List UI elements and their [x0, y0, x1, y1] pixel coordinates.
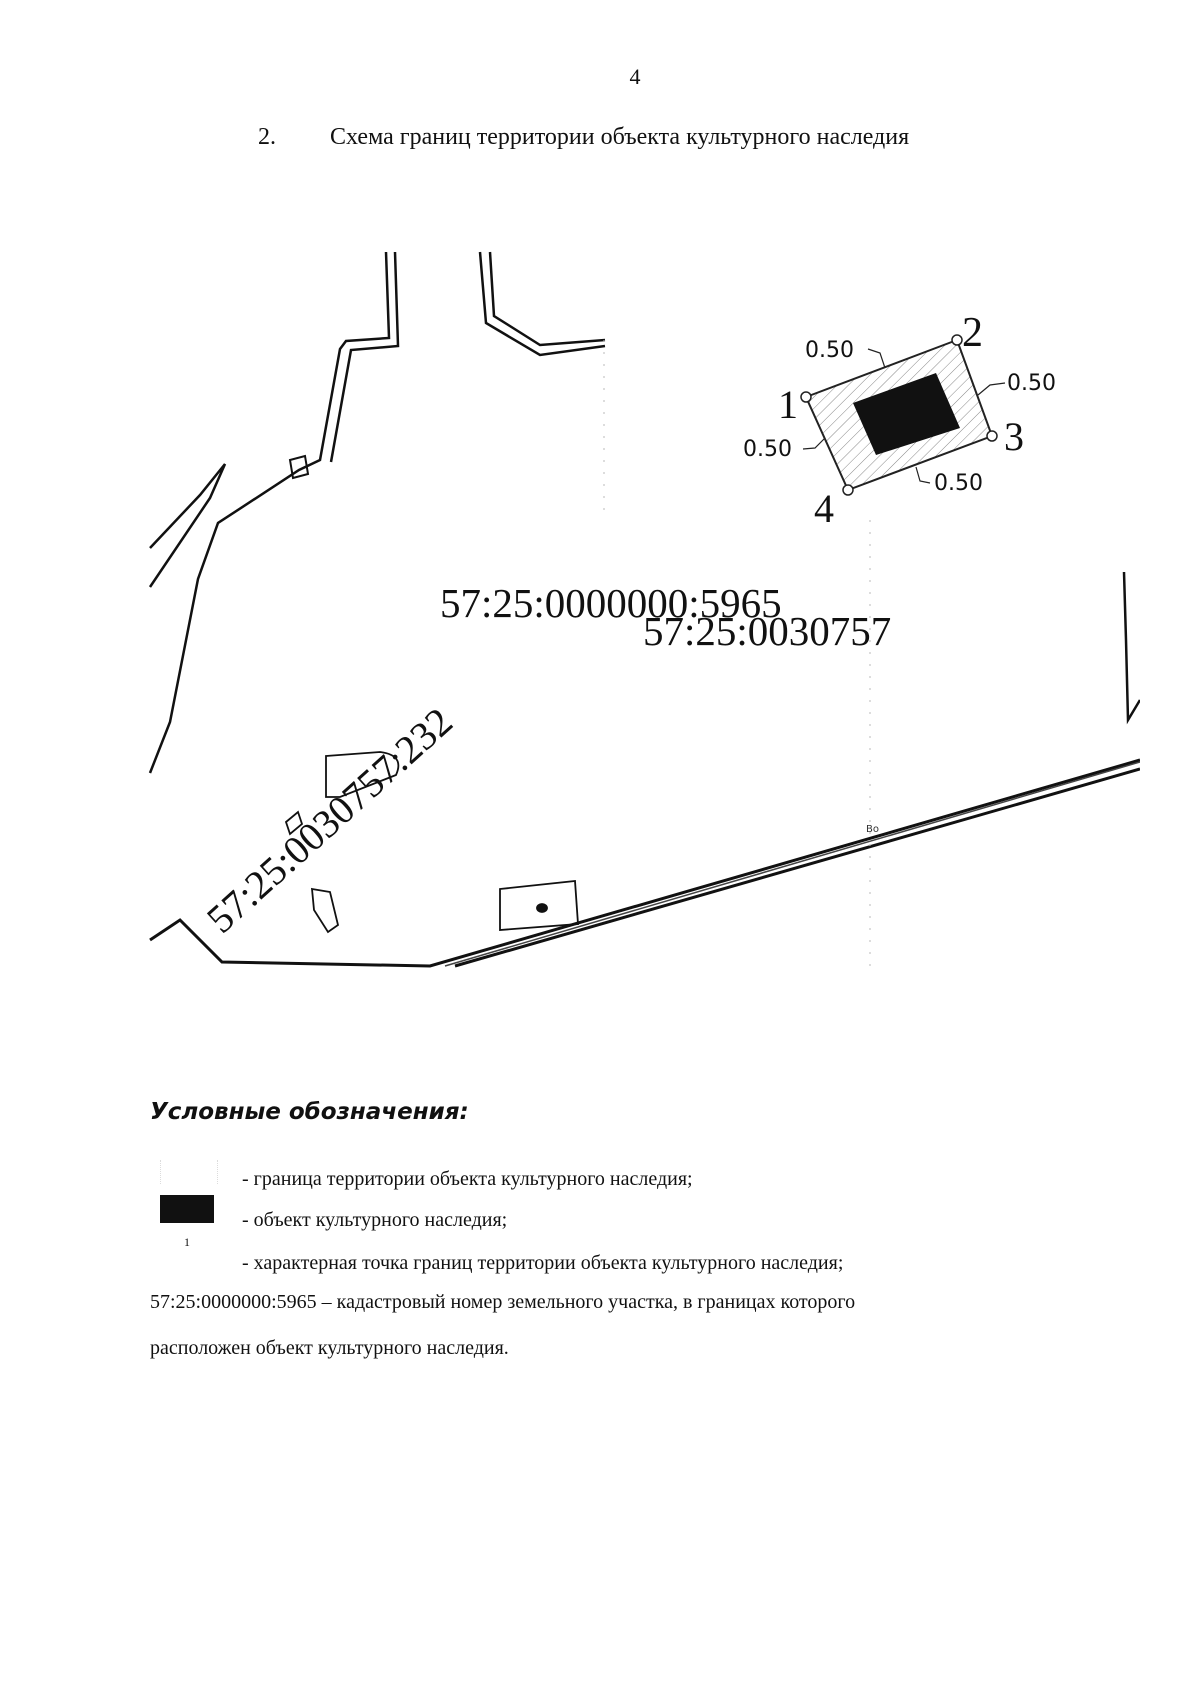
boundary-point-1	[801, 392, 811, 402]
cadastral-parcel-label: 57:25:0030757:232	[197, 698, 461, 942]
note-line-1: 57:25:0000000:5965 – кадастровый номер земельного участка, в границах которого	[150, 1291, 856, 1313]
offset-label-left: 0.50	[743, 437, 792, 462]
legend-item-boundary: - граница территории объекта культурного наследия;	[242, 1168, 693, 1190]
legend-symbol-point: 1	[184, 1235, 190, 1249]
point-label-2: 2	[962, 310, 983, 356]
page-title: Схема границ территории объекта культурного наследия	[330, 124, 910, 150]
offset-label-right: 0.50	[1007, 371, 1056, 396]
boundary-point-4	[843, 485, 853, 495]
point-label-4: 4	[814, 486, 834, 531]
legend-item-object: - объект культурного наследия;	[242, 1209, 508, 1231]
heading-number: 2.	[258, 124, 276, 150]
page-number: 4	[629, 64, 641, 89]
legend-item-point: - характерная точка границ территории объекта культурного наследия;	[242, 1252, 844, 1274]
legend-title: Условные обозначения:	[150, 1099, 469, 1125]
legend-symbol-object	[160, 1195, 214, 1223]
boundary-map	[140, 240, 1140, 980]
point-label-3: 3	[1004, 414, 1024, 459]
boundary-point-2	[952, 335, 962, 345]
note-line-2: расположен объект культурного наследия.	[150, 1337, 509, 1359]
offset-label-top: 0.50	[805, 338, 854, 363]
boundary-point-3	[987, 431, 997, 441]
map-small-object	[537, 904, 547, 912]
cadastral-block-label: 57:25:0030757	[643, 608, 892, 654]
point-label-1: 1	[778, 382, 798, 427]
offset-label-bottom: 0.50	[934, 471, 983, 496]
road-label: Во	[866, 824, 879, 835]
cadastral-main-label: 57:25:0000000:5965	[440, 580, 782, 626]
legend-symbol-boundary	[160, 1160, 218, 1184]
